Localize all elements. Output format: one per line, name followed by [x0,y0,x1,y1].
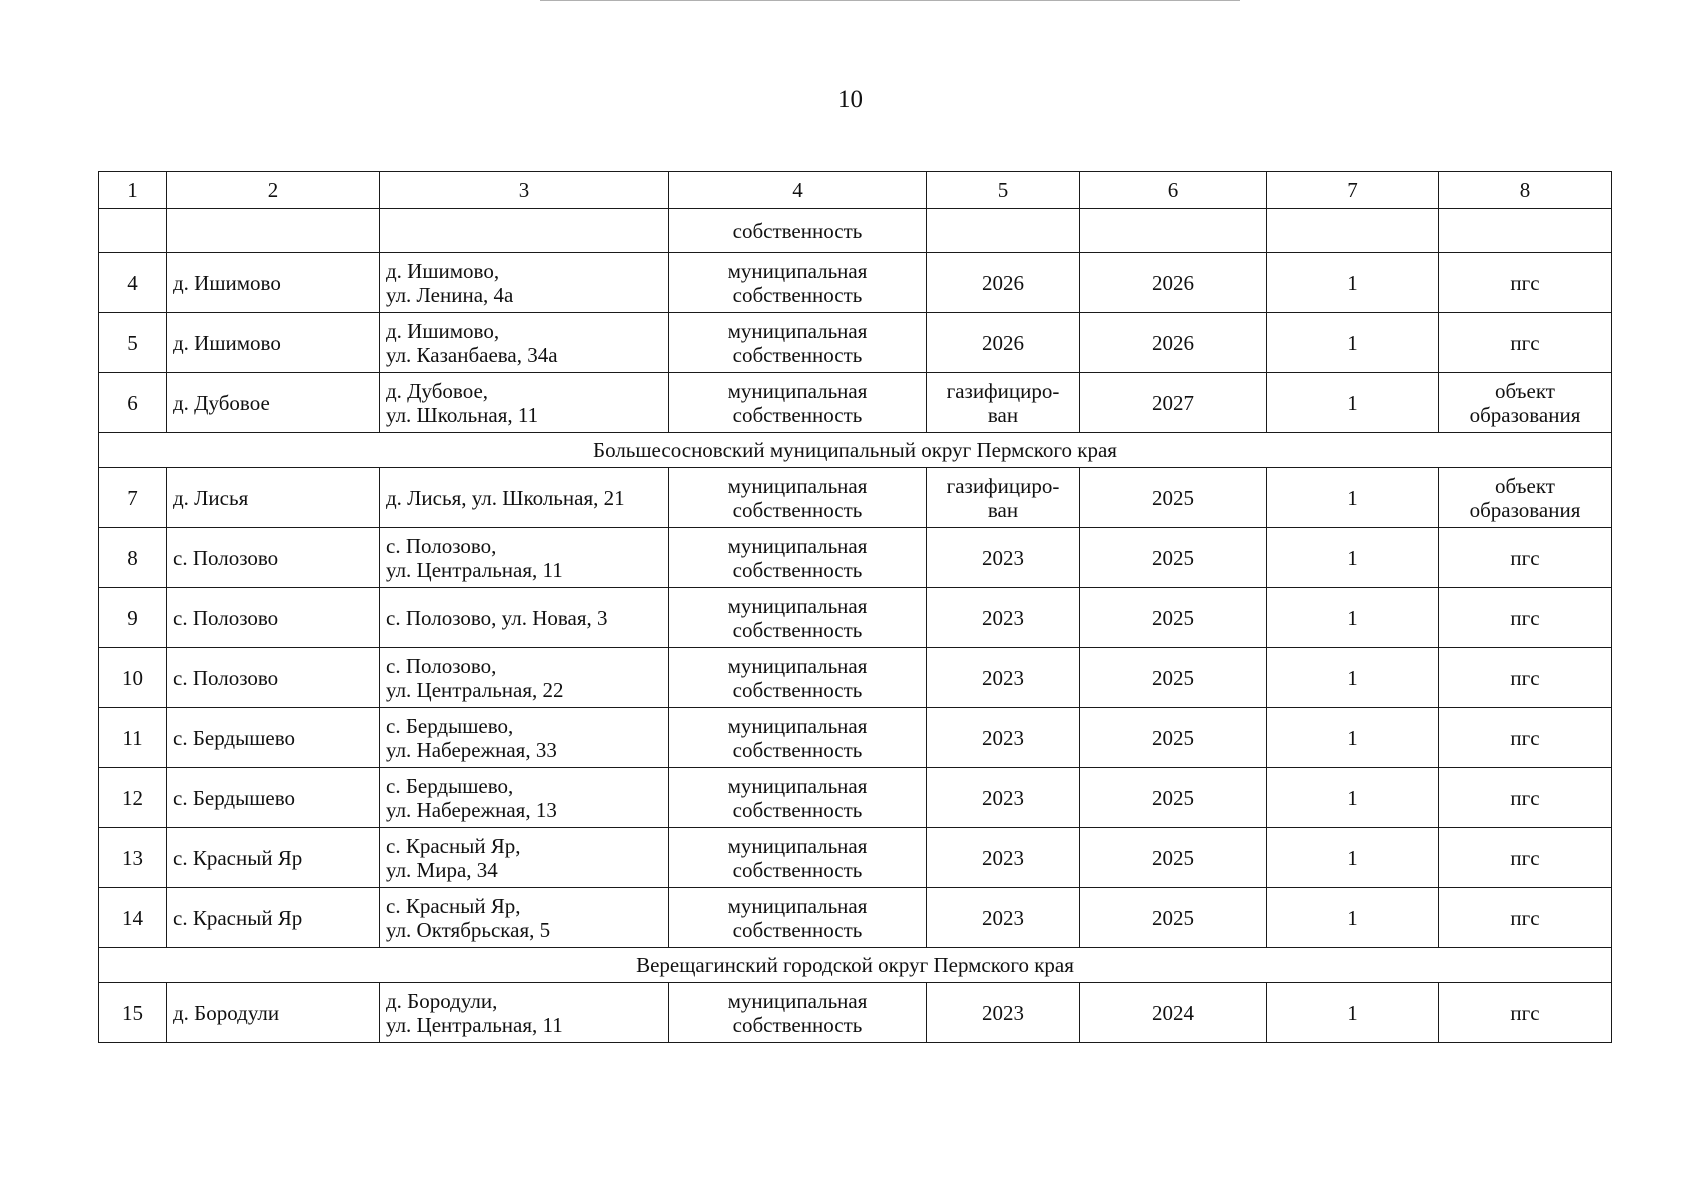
table-row [99,468,1612,528]
ownership-cell [669,888,927,948]
column-8-cell [1439,253,1612,313]
header-row [99,172,1612,209]
address-cell-line: ул. Октябрьская, 5 [386,917,551,942]
column-5-cell-line: 2023 [982,905,1024,930]
locality-cell: с. Красный Яр [167,828,380,888]
column-5-cell-line: 2026 [982,270,1024,295]
address-cell-line: д. Дубовое, [386,378,489,403]
ownership-cell-line: собственность [732,342,863,367]
column-number-3: 3 [380,172,669,209]
column-5-cell [927,253,1080,313]
column-5-cell-line: 2023 [982,605,1024,630]
column-5-cell [927,528,1080,588]
address-cell-line: с. Полозово, ул. Новая, 3 [386,605,608,630]
continuation-cell [1439,209,1612,253]
locality-cell: д. Ишимово [167,253,380,313]
column-8-cell-line: пгс [1510,665,1540,690]
column-5-cell [927,588,1080,648]
row-number: 10 [99,648,167,708]
address-cell-line: ул. Центральная, 11 [386,1012,563,1037]
locality-cell: с. Бердышево [167,768,380,828]
column-5-cell-line: ван [987,497,1019,522]
row-number: 11 [99,708,167,768]
ownership-cell-line: собственность [732,677,863,702]
column-5-cell [927,768,1080,828]
column-8-cell-line: пгс [1510,605,1540,630]
ownership-cell-line: собственность [732,497,863,522]
column-7-cell: 1 [1267,253,1439,313]
column-5-cell-line: ван [987,402,1019,427]
ownership-cell-line: собственность [732,797,863,822]
locality-cell: д. Лисья [167,468,380,528]
column-6-cell: 2025 [1080,708,1267,768]
column-5-cell [927,468,1080,528]
address-cell-line: ул. Ленина, 4а [386,282,514,307]
address-cell [380,983,669,1043]
section-title: Большесосновский муниципальный округ Пермского края [99,433,1612,468]
column-7-cell: 1 [1267,888,1439,948]
address-cell [380,373,669,433]
address-cell-line: д. Бородули, [386,988,498,1013]
address-cell [380,468,669,528]
column-number-7: 7 [1267,172,1439,209]
column-8-cell [1439,373,1612,433]
address-cell-line: ул. Набережная, 13 [386,797,557,822]
column-number-1: 1 [99,172,167,209]
ownership-cell-line: муниципальная [727,833,868,858]
address-cell-line: с. Красный Яр, [386,833,521,858]
ownership-cell [669,468,927,528]
ownership-cell [669,768,927,828]
ownership-cell-line: муниципальная [727,773,868,798]
ownership-cell-line: собственность [732,857,863,882]
ownership-cell-line: собственность [732,617,863,642]
column-7-cell: 1 [1267,828,1439,888]
column-8-cell-line: пгс [1510,845,1540,870]
locality-cell: д. Ишимово [167,313,380,373]
table-row [99,253,1612,313]
ownership-cell-line: собственность [732,1012,863,1037]
column-8-cell [1439,768,1612,828]
column-5-cell [927,983,1080,1043]
column-5-cell-line: газифициро- [946,378,1060,403]
ownership-cell-line: муниципальная [727,893,868,918]
table-row [99,708,1612,768]
ownership-cell [669,828,927,888]
ownership-cell [669,983,927,1043]
column-5-cell [927,888,1080,948]
row-number: 8 [99,528,167,588]
ownership-cell-line: муниципальная [727,988,868,1013]
ownership-cell-line: собственность [732,282,863,307]
ownership-cell-line: муниципальная [727,533,868,558]
locality-cell: с. Бердышево [167,708,380,768]
table-row [99,648,1612,708]
column-6-cell: 2025 [1080,528,1267,588]
column-5-cell [927,828,1080,888]
column-8-cell [1439,313,1612,373]
section-title: Верещагинский городской округ Пермского края [99,948,1612,983]
ownership-cell [669,253,927,313]
row-number: 6 [99,373,167,433]
column-8-cell-line: пгс [1510,785,1540,810]
column-8-cell-line: объект [1495,473,1555,498]
column-8-cell [1439,528,1612,588]
continuation-cell [99,209,167,253]
address-cell [380,253,669,313]
address-cell [380,528,669,588]
ownership-cell-line: муниципальная [727,473,868,498]
locality-cell: д. Дубовое [167,373,380,433]
column-8-cell [1439,983,1612,1043]
column-7-cell: 1 [1267,648,1439,708]
row-number: 14 [99,888,167,948]
address-cell-line: с. Бердышево, [386,773,514,798]
locality-cell: д. Бородули [167,983,380,1043]
address-cell-line: ул. Казанбаева, 34а [386,342,558,367]
ownership-cell-line: муниципальная [727,593,868,618]
ownership-cell-line: собственность [732,917,863,942]
column-6-cell: 2024 [1080,983,1267,1043]
column-8-cell-line: образования [1469,497,1581,522]
column-5-cell-line: 2023 [982,785,1024,810]
row-number: 13 [99,828,167,888]
continuation-cell [1080,209,1267,253]
continuation-cell: собственность [669,209,927,253]
objects-table [98,171,1612,1043]
column-6-cell: 2026 [1080,313,1267,373]
section-row [99,433,1612,468]
column-5-cell-line: 2023 [982,845,1024,870]
address-cell [380,828,669,888]
address-cell-line: ул. Набережная, 33 [386,737,557,762]
table-body [99,172,1612,1043]
column-7-cell: 1 [1267,373,1439,433]
continuation-cell [380,209,669,253]
continuation-row [99,209,1612,253]
column-8-cell-line: пгс [1510,725,1540,750]
address-cell-line: ул. Школьная, 11 [386,402,539,427]
column-5-cell [927,313,1080,373]
column-5-cell-line: 2026 [982,330,1024,355]
column-number-2: 2 [167,172,380,209]
address-cell [380,888,669,948]
column-8-cell-line: объект [1495,378,1555,403]
ownership-cell-line: муниципальная [727,653,868,678]
column-5-cell-line: 2023 [982,665,1024,690]
ownership-cell-line: муниципальная [727,378,868,403]
column-8-cell-line: пгс [1510,905,1540,930]
column-5-cell [927,648,1080,708]
table-row [99,588,1612,648]
row-number: 15 [99,983,167,1043]
row-number: 7 [99,468,167,528]
column-6-cell: 2026 [1080,253,1267,313]
locality-cell: с. Полозово [167,588,380,648]
address-cell [380,313,669,373]
ownership-cell [669,528,927,588]
column-number-6: 6 [1080,172,1267,209]
column-6-cell: 2025 [1080,768,1267,828]
section-row [99,948,1612,983]
top-edge-rule [540,0,1240,1]
column-7-cell: 1 [1267,588,1439,648]
column-5-cell-line: 2023 [982,1000,1024,1025]
column-7-cell: 1 [1267,708,1439,768]
column-number-5: 5 [927,172,1080,209]
continuation-cell [927,209,1080,253]
column-6-cell: 2025 [1080,828,1267,888]
column-7-cell: 1 [1267,528,1439,588]
address-cell [380,648,669,708]
address-cell-line: ул. Центральная, 22 [386,677,564,702]
address-cell-line: д. Ишимово, [386,258,500,283]
column-5-cell [927,708,1080,768]
column-8-cell [1439,888,1612,948]
table-row [99,828,1612,888]
address-cell-line: с. Бердышево, [386,713,514,738]
address-cell-line: д. Ишимово, [386,318,500,343]
ownership-cell-line: муниципальная [727,318,868,343]
column-6-cell: 2025 [1080,588,1267,648]
ownership-cell [669,313,927,373]
address-cell-line: д. Лисья, ул. Школьная, 21 [386,485,625,510]
locality-cell: с. Красный Яр [167,888,380,948]
table-row [99,528,1612,588]
ownership-cell-line: собственность [732,737,863,762]
column-6-cell: 2025 [1080,468,1267,528]
column-5-cell-line: 2023 [982,545,1024,570]
row-number: 9 [99,588,167,648]
continuation-cell [167,209,380,253]
ownership-cell [669,373,927,433]
ownership-cell-line: собственность [732,557,863,582]
ownership-cell-line: собственность [732,402,863,427]
column-number-4: 4 [669,172,927,209]
column-8-cell-line: пгс [1510,545,1540,570]
column-8-cell-line: пгс [1510,330,1540,355]
column-number-8: 8 [1439,172,1612,209]
continuation-cell [1267,209,1439,253]
column-6-cell: 2025 [1080,648,1267,708]
locality-cell: с. Полозово [167,528,380,588]
column-8-cell-line: пгс [1510,1000,1540,1025]
table-row [99,983,1612,1043]
column-8-cell [1439,648,1612,708]
column-8-cell [1439,708,1612,768]
address-cell-line: ул. Центральная, 11 [386,557,563,582]
column-8-cell-line: образования [1469,402,1581,427]
address-cell-line: ул. Мира, 34 [386,857,498,882]
column-5-cell-line: 2023 [982,725,1024,750]
ownership-cell-line: муниципальная [727,258,868,283]
address-cell-line: с. Полозово, [386,533,497,558]
column-7-cell: 1 [1267,768,1439,828]
row-number: 5 [99,313,167,373]
column-6-cell: 2025 [1080,888,1267,948]
ownership-cell-line: муниципальная [727,713,868,738]
address-cell [380,588,669,648]
column-7-cell: 1 [1267,983,1439,1043]
table-row [99,768,1612,828]
column-5-cell-line: газифициро- [946,473,1060,498]
address-cell [380,768,669,828]
row-number: 4 [99,253,167,313]
column-7-cell: 1 [1267,468,1439,528]
column-7-cell: 1 [1267,313,1439,373]
ownership-cell [669,648,927,708]
locality-cell: с. Полозово [167,648,380,708]
column-8-cell [1439,468,1612,528]
column-8-cell [1439,828,1612,888]
column-5-cell [927,373,1080,433]
row-number: 12 [99,768,167,828]
address-cell-line: с. Красный Яр, [386,893,521,918]
address-cell-line: с. Полозово, [386,653,497,678]
table-row [99,888,1612,948]
table-row [99,373,1612,433]
column-8-cell-line: пгс [1510,270,1540,295]
ownership-cell [669,588,927,648]
address-cell [380,708,669,768]
column-8-cell [1439,588,1612,648]
ownership-cell [669,708,927,768]
column-6-cell: 2027 [1080,373,1267,433]
page-number: 10 [838,86,863,113]
table-row [99,313,1612,373]
